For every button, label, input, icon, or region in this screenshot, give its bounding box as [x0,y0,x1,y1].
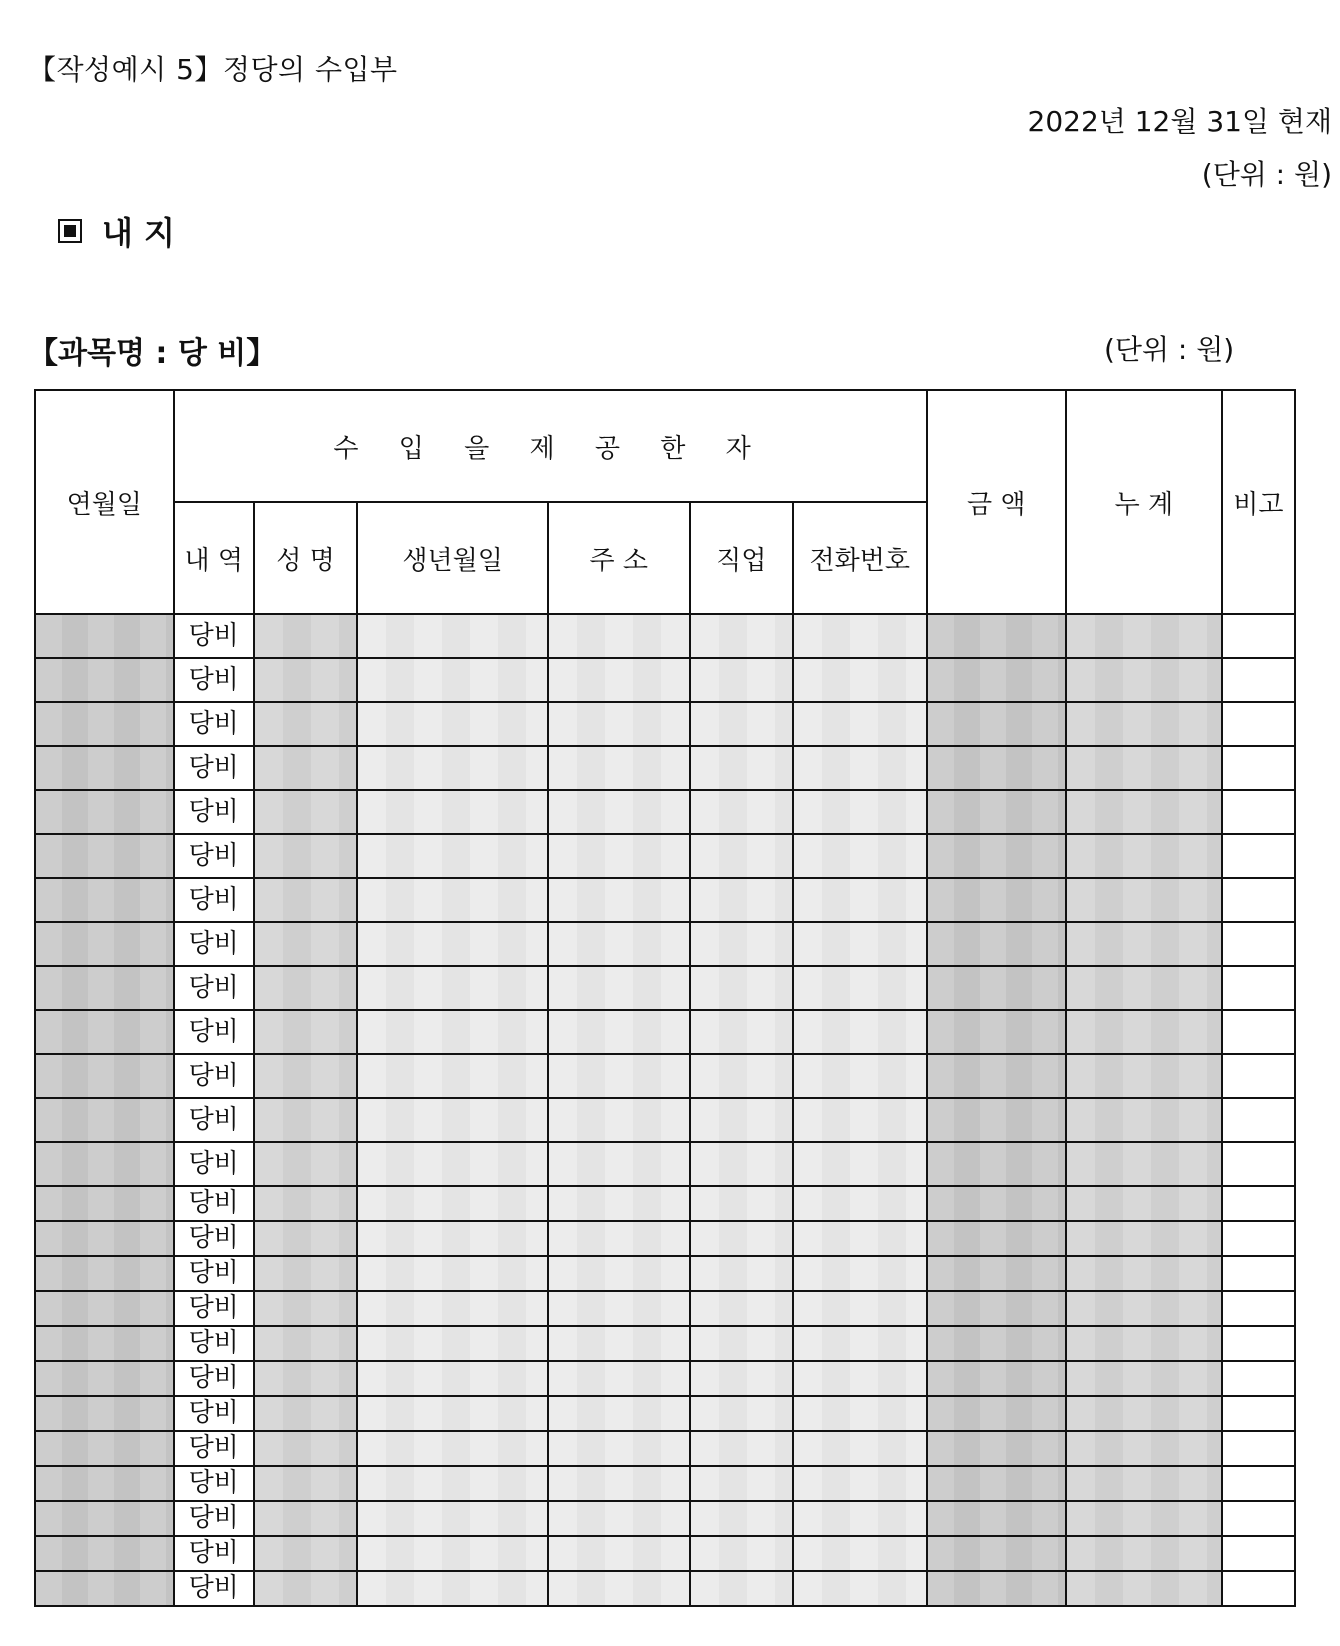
job-cell-redacted [690,834,793,878]
detail-cell: 당비 [174,1326,254,1361]
detail-cell: 당비 [174,1054,254,1098]
amount-cell-redacted [927,790,1067,834]
detail-cell: 당비 [174,1536,254,1571]
cumulative-cell-redacted [1066,1256,1222,1291]
address-cell-redacted [548,1361,690,1396]
phone-cell-redacted [793,658,927,702]
table-row [35,1536,1295,1571]
name-cell-redacted [254,1054,357,1098]
phone-cell-redacted [793,702,927,746]
cumulative-cell-redacted [1066,1536,1222,1571]
detail-cell: 당비 [174,922,254,966]
name-cell-redacted [254,1361,357,1396]
name-cell-redacted [254,1536,357,1571]
amount-cell-redacted [927,1501,1067,1536]
table-row [35,1098,1295,1142]
amount-cell-redacted [927,1466,1067,1501]
birth-cell-redacted [357,834,548,878]
cumulative-cell-redacted [1066,1466,1222,1501]
job-cell-redacted [690,1010,793,1054]
cumulative-cell-redacted [1066,878,1222,922]
date-cell-redacted [35,1326,174,1361]
job-cell-redacted [690,1431,793,1466]
header-address: 주 소 [548,502,690,614]
header-remarks: 비고 [1222,390,1295,614]
detail-cell: 당비 [174,1571,254,1606]
amount-cell-redacted [927,614,1067,658]
remarks-cell [1222,1221,1295,1256]
amount-cell-redacted [927,834,1067,878]
birth-cell-redacted [357,1431,548,1466]
cumulative-cell-redacted [1066,658,1222,702]
birth-cell-redacted [357,702,548,746]
address-cell-redacted [548,878,690,922]
address-cell-redacted [548,790,690,834]
date-cell-redacted [35,658,174,702]
detail-cell: 당비 [174,658,254,702]
header-name: 성 명 [254,502,357,614]
job-cell-redacted [690,702,793,746]
amount-cell-redacted [927,878,1067,922]
job-cell-redacted [690,1098,793,1142]
name-cell-redacted [254,1256,357,1291]
table-row [35,834,1295,878]
date-cell-redacted [35,1186,174,1221]
table-row [35,1054,1295,1098]
example-title: 【작성예시 5】정당의 수입부 [28,53,398,86]
date-cell-redacted [35,1010,174,1054]
table-row [35,1256,1295,1291]
remarks-cell [1222,1571,1295,1606]
date-cell-redacted [35,702,174,746]
remarks-cell [1222,1536,1295,1571]
name-cell-redacted [254,966,357,1010]
table-row [35,1431,1295,1466]
remarks-cell [1222,1142,1295,1186]
job-cell-redacted [690,1256,793,1291]
name-cell-redacted [254,1571,357,1606]
job-cell-redacted [690,878,793,922]
amount-cell-redacted [927,1536,1067,1571]
detail-cell: 당비 [174,614,254,658]
birth-cell-redacted [357,878,548,922]
remarks-cell [1222,614,1295,658]
address-cell-redacted [548,1571,690,1606]
detail-cell: 당비 [174,1396,254,1431]
birth-cell-redacted [357,1291,548,1326]
amount-cell-redacted [927,1098,1067,1142]
cumulative-cell-redacted [1066,1054,1222,1098]
birth-cell-redacted [357,1221,548,1256]
table-row [35,1186,1295,1221]
birth-cell-redacted [357,790,548,834]
amount-cell-redacted [927,922,1067,966]
table-row [35,702,1295,746]
phone-cell-redacted [793,1098,927,1142]
birth-cell-redacted [357,1186,548,1221]
name-cell-redacted [254,702,357,746]
remarks-cell [1222,1291,1295,1326]
remarks-cell [1222,658,1295,702]
detail-cell: 당비 [174,834,254,878]
date-cell-redacted [35,1396,174,1431]
job-cell-redacted [690,1221,793,1256]
detail-cell: 당비 [174,1010,254,1054]
table-row [35,922,1295,966]
phone-cell-redacted [793,1466,927,1501]
amount-cell-redacted [927,1010,1067,1054]
name-cell-redacted [254,922,357,966]
detail-cell: 당비 [174,1466,254,1501]
name-cell-redacted [254,1142,357,1186]
amount-cell-redacted [927,1054,1067,1098]
job-cell-redacted [690,1186,793,1221]
cumulative-cell-redacted [1066,1396,1222,1431]
phone-cell-redacted [793,922,927,966]
cumulative-cell-redacted [1066,1010,1222,1054]
address-cell-redacted [548,1098,690,1142]
amount-cell-redacted [927,702,1067,746]
birth-cell-redacted [357,1466,548,1501]
date-cell-redacted [35,1466,174,1501]
cumulative-cell-redacted [1066,1361,1222,1396]
phone-cell-redacted [793,834,927,878]
birth-cell-redacted [357,922,548,966]
date-cell-redacted [35,1256,174,1291]
header-amount: 금 액 [927,390,1067,614]
birth-cell-redacted [357,1361,548,1396]
section-heading [58,208,175,254]
name-cell-redacted [254,746,357,790]
remarks-cell [1222,746,1295,790]
remarks-cell [1222,1361,1295,1396]
address-cell-redacted [548,702,690,746]
date-cell-redacted [35,878,174,922]
job-cell-redacted [690,1571,793,1606]
header-cumulative: 누 계 [1066,390,1222,614]
date-cell-redacted [35,1361,174,1396]
cumulative-cell-redacted [1066,614,1222,658]
detail-cell: 당비 [174,1501,254,1536]
address-cell-redacted [548,966,690,1010]
cumulative-cell-redacted [1066,746,1222,790]
date-cell-redacted [35,1571,174,1606]
remarks-cell [1222,966,1295,1010]
name-cell-redacted [254,1431,357,1466]
remarks-cell [1222,922,1295,966]
as-of-date: 2022년 12월 31일 현재 [1027,105,1332,138]
detail-cell: 당비 [174,702,254,746]
job-cell-redacted [690,1501,793,1536]
remarks-cell [1222,702,1295,746]
remarks-cell [1222,1501,1295,1536]
cumulative-cell-redacted [1066,966,1222,1010]
table-row [35,1142,1295,1186]
amount-cell-redacted [927,658,1067,702]
header-detail: 내 역 [174,502,254,614]
account-title: 【과목명 : 당 비】 [28,336,277,371]
phone-cell-redacted [793,614,927,658]
address-cell-redacted [548,1536,690,1571]
address-cell-redacted [548,1142,690,1186]
name-cell-redacted [254,834,357,878]
date-cell-redacted [35,1536,174,1571]
header-provider-group: 수 입 을 제 공 한 자 [174,390,927,502]
cumulative-cell-redacted [1066,702,1222,746]
name-cell-redacted [254,1221,357,1256]
address-cell-redacted [548,658,690,702]
phone-cell-redacted [793,1431,927,1466]
date-cell-redacted [35,1098,174,1142]
header-phone: 전화번호 [793,502,927,614]
table-row [35,1396,1295,1431]
address-cell-redacted [548,1501,690,1536]
job-cell-redacted [690,1054,793,1098]
cumulative-cell-redacted [1066,1571,1222,1606]
phone-cell-redacted [793,1571,927,1606]
date-cell-redacted [35,834,174,878]
address-cell-redacted [548,1466,690,1501]
address-cell-redacted [548,746,690,790]
birth-cell-redacted [357,966,548,1010]
name-cell-redacted [254,1501,357,1536]
date-cell-redacted [35,746,174,790]
address-cell-redacted [548,1054,690,1098]
cumulative-cell-redacted [1066,1431,1222,1466]
cumulative-cell-redacted [1066,834,1222,878]
birth-cell-redacted [357,1536,548,1571]
remarks-cell [1222,1010,1295,1054]
job-cell-redacted [690,1536,793,1571]
address-cell-redacted [548,1326,690,1361]
detail-cell: 당비 [174,1142,254,1186]
address-cell-redacted [548,1010,690,1054]
phone-cell-redacted [793,790,927,834]
phone-cell-redacted [793,1054,927,1098]
job-cell-redacted [690,1396,793,1431]
date-cell-redacted [35,790,174,834]
filled-square-icon [58,219,82,243]
phone-cell-redacted [793,1361,927,1396]
amount-cell-redacted [927,746,1067,790]
table-row [35,1571,1295,1606]
detail-cell: 당비 [174,1361,254,1396]
remarks-cell [1222,834,1295,878]
table-row [35,1221,1295,1256]
job-cell-redacted [690,966,793,1010]
header-date: 연월일 [35,390,174,614]
name-cell-redacted [254,1098,357,1142]
header-birth: 생년월일 [357,502,548,614]
address-cell-redacted [548,922,690,966]
table-row [35,614,1295,658]
name-cell-redacted [254,658,357,702]
address-cell-redacted [548,1291,690,1326]
table-row [35,1466,1295,1501]
table-row [35,1501,1295,1536]
birth-cell-redacted [357,1142,548,1186]
remarks-cell [1222,1256,1295,1291]
name-cell-redacted [254,1326,357,1361]
phone-cell-redacted [793,1536,927,1571]
table-row [35,746,1295,790]
amount-cell-redacted [927,1396,1067,1431]
detail-cell: 당비 [174,1186,254,1221]
unit-label-table: (단위 : 원) [1104,333,1235,366]
phone-cell-redacted [793,878,927,922]
cumulative-cell-redacted [1066,1186,1222,1221]
amount-cell-redacted [927,1571,1067,1606]
remarks-cell [1222,1054,1295,1098]
address-cell-redacted [548,1431,690,1466]
table-row [35,1010,1295,1054]
birth-cell-redacted [357,1098,548,1142]
job-cell-redacted [690,1291,793,1326]
name-cell-redacted [254,790,357,834]
cumulative-cell-redacted [1066,1221,1222,1256]
date-cell-redacted [35,614,174,658]
amount-cell-redacted [927,1361,1067,1396]
detail-cell: 당비 [174,1098,254,1142]
birth-cell-redacted [357,1010,548,1054]
amount-cell-redacted [927,1142,1067,1186]
birth-cell-redacted [357,746,548,790]
remarks-cell [1222,1396,1295,1431]
birth-cell-redacted [357,1501,548,1536]
header-job: 직업 [690,502,793,614]
amount-cell-redacted [927,1256,1067,1291]
address-cell-redacted [548,1256,690,1291]
date-cell-redacted [35,1291,174,1326]
table-row [35,1291,1295,1326]
table-row [35,878,1295,922]
remarks-cell [1222,1098,1295,1142]
phone-cell-redacted [793,1010,927,1054]
address-cell-redacted [548,834,690,878]
name-cell-redacted [254,1010,357,1054]
name-cell-redacted [254,1186,357,1221]
income-ledger-table [34,389,1296,1607]
address-cell-redacted [548,1396,690,1431]
date-cell-redacted [35,1431,174,1466]
cumulative-cell-redacted [1066,1098,1222,1142]
birth-cell-redacted [357,614,548,658]
detail-cell: 당비 [174,746,254,790]
job-cell-redacted [690,1466,793,1501]
phone-cell-redacted [793,966,927,1010]
name-cell-redacted [254,878,357,922]
phone-cell-redacted [793,746,927,790]
phone-cell-redacted [793,1256,927,1291]
detail-cell: 당비 [174,1431,254,1466]
address-cell-redacted [548,614,690,658]
remarks-cell [1222,1431,1295,1466]
job-cell-redacted [690,1326,793,1361]
job-cell-redacted [690,658,793,702]
date-cell-redacted [35,1142,174,1186]
unit-label-top: (단위 : 원) [1201,158,1332,191]
cumulative-cell-redacted [1066,922,1222,966]
table-row [35,790,1295,834]
phone-cell-redacted [793,1396,927,1431]
section-heading-text: 내 지 [102,214,175,252]
remarks-cell [1222,790,1295,834]
table-row [35,966,1295,1010]
remarks-cell [1222,1186,1295,1221]
detail-cell: 당비 [174,878,254,922]
cumulative-cell-redacted [1066,790,1222,834]
detail-cell: 당비 [174,1256,254,1291]
date-cell-redacted [35,1054,174,1098]
name-cell-redacted [254,1291,357,1326]
birth-cell-redacted [357,1396,548,1431]
remarks-cell [1222,878,1295,922]
birth-cell-redacted [357,1571,548,1606]
cumulative-cell-redacted [1066,1326,1222,1361]
phone-cell-redacted [793,1326,927,1361]
table-row [35,1326,1295,1361]
amount-cell-redacted [927,1291,1067,1326]
table-row [35,1361,1295,1396]
amount-cell-redacted [927,1326,1067,1361]
name-cell-redacted [254,1466,357,1501]
name-cell-redacted [254,614,357,658]
job-cell-redacted [690,1142,793,1186]
cumulative-cell-redacted [1066,1142,1222,1186]
birth-cell-redacted [357,1054,548,1098]
detail-cell: 당비 [174,1291,254,1326]
date-cell-redacted [35,922,174,966]
cumulative-cell-redacted [1066,1291,1222,1326]
date-cell-redacted [35,1501,174,1536]
remarks-cell [1222,1326,1295,1361]
amount-cell-redacted [927,1221,1067,1256]
detail-cell: 당비 [174,1221,254,1256]
amount-cell-redacted [927,1431,1067,1466]
phone-cell-redacted [793,1291,927,1326]
phone-cell-redacted [793,1221,927,1256]
table-row [35,658,1295,702]
date-cell-redacted [35,966,174,1010]
phone-cell-redacted [793,1186,927,1221]
job-cell-redacted [690,790,793,834]
job-cell-redacted [690,1361,793,1396]
job-cell-redacted [690,614,793,658]
detail-cell: 당비 [174,966,254,1010]
cumulative-cell-redacted [1066,1501,1222,1536]
phone-cell-redacted [793,1501,927,1536]
birth-cell-redacted [357,1326,548,1361]
amount-cell-redacted [927,966,1067,1010]
name-cell-redacted [254,1396,357,1431]
phone-cell-redacted [793,1142,927,1186]
date-cell-redacted [35,1221,174,1256]
birth-cell-redacted [357,1256,548,1291]
birth-cell-redacted [357,658,548,702]
job-cell-redacted [690,922,793,966]
job-cell-redacted [690,746,793,790]
amount-cell-redacted [927,1186,1067,1221]
address-cell-redacted [548,1186,690,1221]
address-cell-redacted [548,1221,690,1256]
remarks-cell [1222,1466,1295,1501]
detail-cell: 당비 [174,790,254,834]
